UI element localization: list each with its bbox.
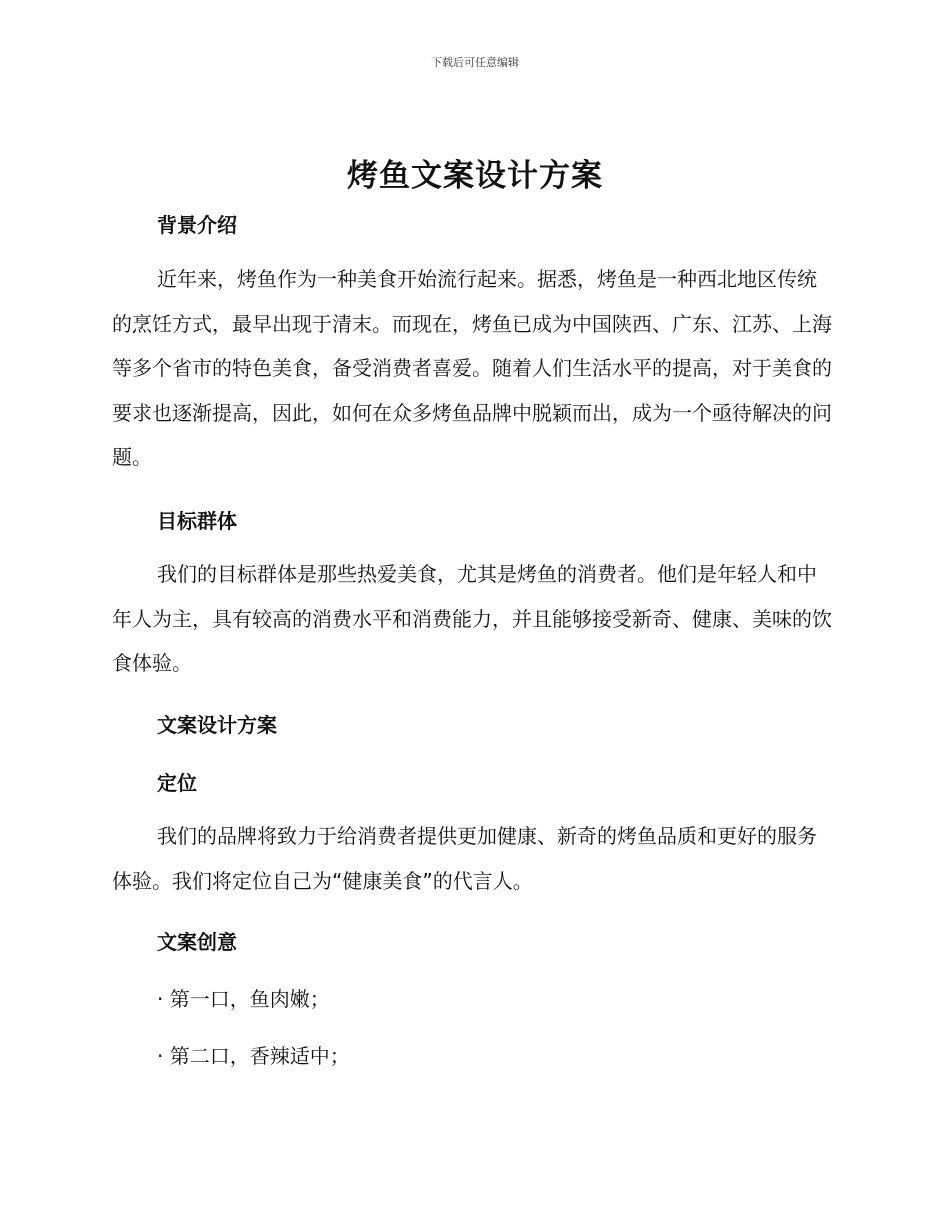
header-note: 下载后可任意编辑 bbox=[431, 56, 519, 69]
list-item: · 第一口，鱼肉嫩； bbox=[157, 987, 330, 1011]
paragraph-positioning: 我们的品牌将致力于给消费者提供更加健康、新奇的烤鱼品质和更好的服务体验。我们将定位自己为“健康美食”的代言人。 bbox=[112, 824, 817, 893]
heading-background: 背景介绍 bbox=[157, 213, 237, 237]
heading-creative: 文案创意 bbox=[157, 930, 237, 954]
heading-target-group: 目标群体 bbox=[157, 509, 237, 533]
heading-copy-plan: 文案设计方案 bbox=[157, 713, 277, 737]
paragraph-target-group: 我们的目标群体是那些热爱美食，尤其是烤鱼的消费者。他们是年轻人和中年人为主，具有较高的消费水平和消费能力，并且能够接受新奇、健康、美味的饮食体验。 bbox=[112, 562, 832, 675]
list-item: · 第二口，香辣适中； bbox=[157, 1044, 350, 1068]
paragraph-background: 近年来，烤鱼作为一种美食开始流行起来。据悉，烤鱼是一种西北地区传统的烹饪方式，最早出现于清末。而现在，烤鱼已成为中国陕西、广东、江苏、上海等多个省市的特色美食，备受消费者喜爱。随着人们生活水平的提高，对于美食的要求也逐渐提高，因此，如何在众多烤鱼品牌中脱颖而出，成为一个亟待解决的问题。 bbox=[112, 267, 832, 469]
heading-positioning: 定位 bbox=[157, 771, 197, 795]
document-title: 烤鱼文案设计方案 bbox=[347, 158, 603, 194]
